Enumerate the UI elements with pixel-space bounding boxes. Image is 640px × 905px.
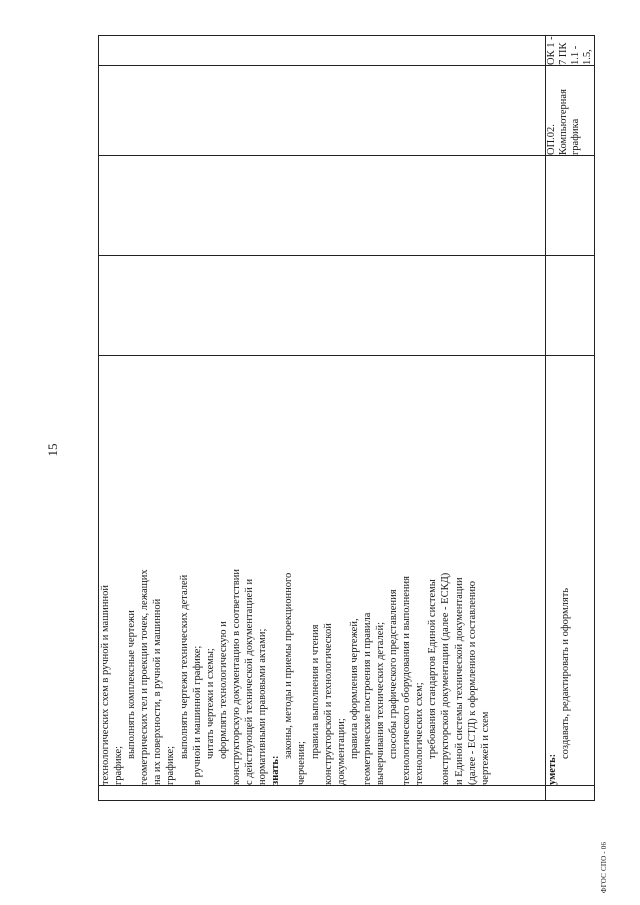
text-line: технологического оборудования и выполнения — [401, 576, 413, 785]
page-number: 15 — [45, 443, 60, 457]
table-row-lower — [546, 36, 595, 801]
description-cell — [546, 356, 595, 786]
text-line: оформлять технологическую и — [217, 621, 229, 759]
text-line: и Единой системы технической документации — [453, 577, 465, 785]
text-line: правила оформления чертежей, — [348, 618, 360, 759]
section-heading-know: знать: — [270, 755, 282, 785]
index-cell — [99, 786, 546, 801]
text-line: нормативными правовыми актами; — [257, 628, 269, 785]
standards-table — [98, 35, 595, 801]
text-line: создавать, редактировать и оформлять — [560, 587, 572, 759]
empty-cell — [99, 36, 546, 66]
text-line: графике; — [165, 745, 177, 785]
text-line: на их поверхности, в ручной и машинной — [152, 598, 164, 785]
text-line: правила выполнения и чтения — [309, 624, 321, 759]
text-line: выполнять чертежи технических деталей — [178, 574, 190, 759]
text-line: способы графического представления — [388, 589, 400, 759]
text-line: читать чертежи и схемы; — [204, 648, 216, 759]
text-line: с действующей технической документацией и — [244, 578, 256, 785]
footer-code: ФГОС СПО - 06 — [600, 841, 608, 893]
empty-cell — [99, 66, 546, 156]
text-line: конструкторскую документацию в соответствии — [230, 569, 242, 785]
empty-cell — [546, 156, 595, 256]
text-line: (далее - ЕСТД) к оформлению и составлению — [466, 581, 478, 785]
empty-cell — [99, 156, 546, 256]
section-heading-can: уметь: — [547, 753, 558, 785]
text-line: конструкторской и технологической — [322, 623, 334, 785]
text-line: документации; — [335, 718, 347, 785]
description-cell — [99, 356, 546, 786]
text-line: графике; — [113, 745, 125, 785]
empty-cell — [546, 256, 595, 356]
text-line: чертежей и схем — [479, 711, 491, 785]
competencies-cell: ОК 1 - 7 ПК 1.1 - 1.5, — [546, 36, 593, 65]
table-row-upper — [99, 36, 546, 801]
text-line: технологических схем; — [414, 682, 426, 785]
empty-cell — [99, 256, 546, 356]
text-line: вычерчивания технических деталей; — [374, 622, 386, 785]
text-line: черчения; — [296, 741, 308, 785]
text-line: конструкторской документации (далее - ЕСКД) — [440, 572, 452, 785]
text-line: законы, методы и приемы проекционного — [283, 572, 295, 759]
text-line: выполнять комплексные чертежи — [126, 610, 138, 759]
subject-cell: ОП.02. Компьютерная графика — [546, 66, 595, 156]
text-line: геометрических тел и проекции точек, лежащих — [139, 569, 151, 785]
text-line: технологических схем в ручной и машинной — [100, 584, 111, 785]
index-cell — [546, 786, 595, 801]
text-line: требования стандартов Единой системы — [427, 579, 439, 759]
text-line: в ручной и машинной графике; — [191, 645, 203, 785]
text-line: геометрические построения и правила — [361, 612, 373, 785]
